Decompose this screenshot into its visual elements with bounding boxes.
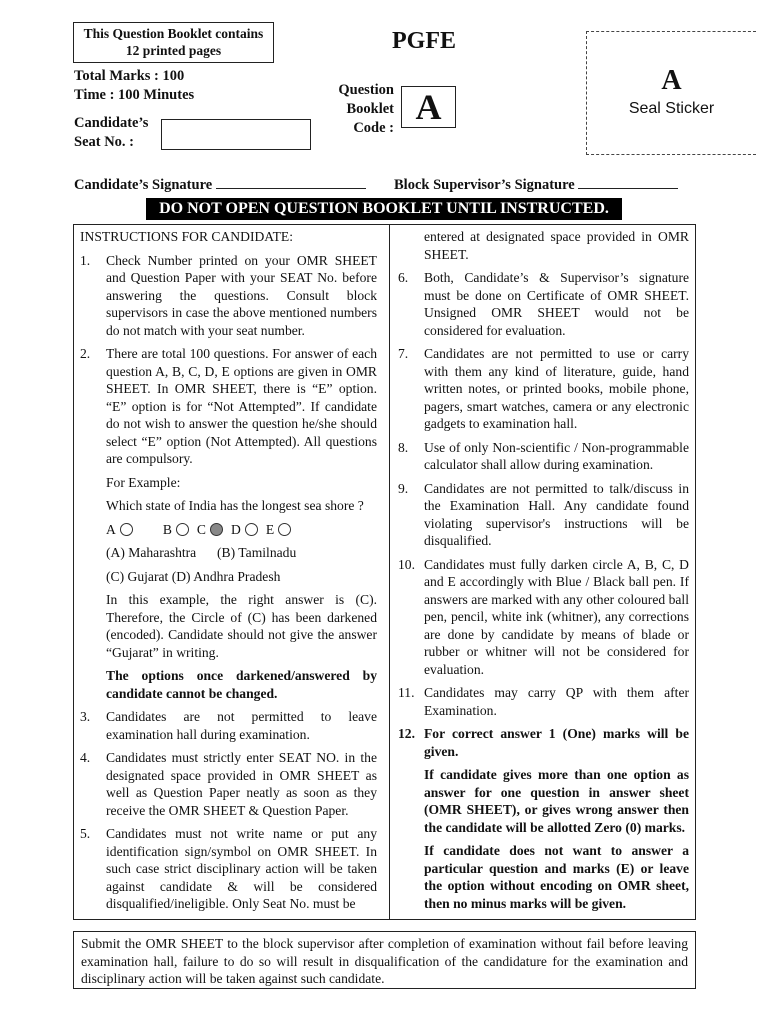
seat-label-line2: Seat No. : bbox=[74, 134, 135, 150]
candidate-signature-row bbox=[74, 177, 366, 194]
answer-row-1 bbox=[106, 544, 377, 562]
empty-circle-icon bbox=[278, 523, 291, 536]
example-answer-circles bbox=[106, 521, 377, 539]
example-question: Which state of India has the longest sea shore ? bbox=[106, 498, 364, 513]
filled-circle-icon bbox=[210, 523, 223, 536]
option-d bbox=[231, 521, 258, 539]
item-number: 9. bbox=[398, 480, 409, 496]
item-number: 6. bbox=[398, 270, 409, 285]
item-body bbox=[106, 345, 377, 702]
item-body bbox=[424, 725, 689, 912]
item-number: 7. bbox=[398, 346, 409, 361]
instruction-item-1 bbox=[80, 252, 377, 340]
exam-time: Time : 100 Minutes bbox=[74, 87, 195, 103]
supervisor-signature-row bbox=[394, 177, 678, 194]
item-number: 11. bbox=[398, 685, 415, 700]
instruction-item-5 bbox=[80, 825, 377, 913]
seal-letter: A bbox=[661, 65, 682, 96]
item-text: Both, Candidate’s & Supervisor’s signature must be done on Certificate of OMR SHEET. Unsigned OMR SHEET would not be considered for evaluation. bbox=[424, 270, 689, 338]
item-number: 4. bbox=[80, 750, 91, 765]
option-label: A bbox=[106, 521, 116, 537]
booklet-contains-line2: 12 printed pages bbox=[125, 43, 222, 58]
example-explanation: In this example, the right answer is (C). Therefore, the Circle of (C) has been darkened (encoded). Candidate should not give the answer “Gujarat” in writing. bbox=[106, 592, 377, 660]
item-text: Use of only Non-scientific / Non-programmable calculator shall allow during examination. bbox=[424, 439, 689, 472]
booklet-code-line3: Code : bbox=[353, 120, 394, 136]
item-text-para3: If candidate does not want to answer a particular question and marks (E) or leave the option without encoding on OMR sheet, then no minus marks will be given. bbox=[424, 843, 689, 911]
item-5-continuation: entered at designated space provided in OMR SHEET. bbox=[424, 229, 689, 262]
supervisor-signature-line[interactable] bbox=[578, 188, 678, 189]
item-number: 3. bbox=[80, 709, 91, 724]
item-text: For correct answer 1 (One) marks will be given. bbox=[424, 726, 689, 759]
booklet-pages-box bbox=[73, 22, 274, 63]
option-a bbox=[106, 521, 133, 539]
option-label: C bbox=[196, 521, 206, 537]
booklet-contains-line1: This Question Booklet contains bbox=[83, 26, 264, 41]
item-number: 10. bbox=[398, 556, 415, 572]
instruction-item-9 bbox=[398, 480, 689, 550]
item-number: 2. bbox=[80, 346, 91, 361]
item-text: Candidates must strictly enter SEAT NO. in the designated space provided in OMR SHEET as well as Question Paper neatly as soon as they receive the OMR SHEET & Question Paper. bbox=[106, 750, 377, 818]
answer-row-2 bbox=[106, 568, 377, 586]
seal-sticker-text: Seal Sticker bbox=[628, 100, 715, 117]
item-text: Candidates may carry QP with them after Examination. bbox=[424, 685, 689, 718]
empty-circle-icon bbox=[120, 523, 133, 536]
answer-b: (B) Tamilnadu bbox=[217, 545, 297, 560]
instruction-item-2 bbox=[80, 345, 377, 702]
column-divider bbox=[389, 224, 390, 920]
instruction-item-7 bbox=[398, 345, 689, 433]
submission-notice: Submit the OMR SHEET to the block supervisor after completion of examination without fail before leaving examination hall, failure to do so will result in disqualification of the candidature for the examination and disciplinary action will be taken against such candidate. bbox=[73, 931, 696, 989]
instruction-item-11 bbox=[398, 684, 689, 719]
option-b bbox=[163, 521, 189, 539]
item-text-para2: If candidate gives more than one option as answer for one question in answer sheet (OMR SHEET), or gives wrong answer then the candidate will be allotted Zero (0) marks. bbox=[424, 767, 689, 835]
option-label: B bbox=[162, 521, 172, 537]
instruction-item-3 bbox=[80, 708, 377, 743]
option-label: D bbox=[230, 521, 241, 537]
seat-number-field[interactable] bbox=[161, 119, 311, 150]
seat-label-line1: Candidate’s bbox=[74, 115, 149, 131]
instruction-item-8 bbox=[398, 439, 689, 474]
marks-time-block bbox=[74, 67, 194, 105]
seat-number-label bbox=[74, 114, 148, 152]
item-text: Candidates are not permitted to talk/discuss in the Examination Hall. Any candidate found violating supervisor's instructions will be disqualified. bbox=[424, 480, 689, 548]
booklet-code-label bbox=[327, 81, 394, 138]
answer-c: (C) Gujarat bbox=[106, 568, 169, 584]
warning-banner: DO NOT OPEN QUESTION BOOKLET UNTIL INSTRUCTED. bbox=[146, 198, 622, 220]
item-text: There are total 100 questions. For answer of each question A, B, C, D, E options are given in OMR SHEET. In OMR SHEET, there is “E” option. “E” option is for “Not Attempted”. If candidate do not wish to answer the question he/she should select “E” option (Not Attempted). All questions are compulsory. bbox=[106, 346, 377, 466]
item-number: 8. bbox=[398, 439, 409, 455]
instructions-heading: INSTRUCTIONS FOR CANDIDATE: bbox=[80, 229, 293, 244]
item-number: 1. bbox=[80, 252, 91, 268]
item-text: Candidates must fully darken circle A, B, C, D and E accordingly with Blue / Black ball pen. If answers are marked with any other coloured ball pen, pencil, white ink (whitner), any corrections are done by candidate by means of blade or rubber or whitner will not be considered for evaluation. bbox=[424, 556, 689, 677]
booklet-code-line2: Booklet bbox=[346, 101, 394, 117]
booklet-code-value: A bbox=[401, 86, 456, 128]
item-text: Candidates are not permitted to leave examination hall during examination. bbox=[106, 709, 377, 742]
item-text: Candidates must not write name or put any identification sign/symbol on OMR SHEET. In such case strict disciplinary action will be taken against candidate & will be considered disqualified/ineligible. Only Seat No. must be bbox=[106, 826, 377, 911]
example-note: The options once darkened/answered by candidate cannot be changed. bbox=[106, 668, 377, 701]
candidate-signature-line[interactable] bbox=[216, 188, 366, 189]
answer-d: (D) Andhra Pradesh bbox=[171, 568, 281, 584]
candidate-signature-label: Candidate’s Signature bbox=[74, 177, 213, 193]
subject-code: PGFE bbox=[392, 28, 456, 54]
example-label: For Example: bbox=[106, 474, 181, 490]
instruction-item-12 bbox=[398, 725, 689, 912]
instruction-item-6 bbox=[398, 269, 689, 339]
answer-a: (A) Maharashtra bbox=[106, 545, 197, 560]
instruction-item-4 bbox=[80, 749, 377, 819]
item-text: Check Number printed on your OMR SHEET and Question Paper with your SEAT No. before answering the questions. Consult block supervisors in case the above mentioned numbers do not match with your seat number. bbox=[106, 252, 377, 338]
supervisor-signature-label: Block Supervisor’s Signature bbox=[394, 177, 575, 193]
booklet-code-line1: Question bbox=[338, 82, 394, 98]
instructions-right-column bbox=[398, 228, 689, 918]
total-marks: Total Marks : 100 bbox=[74, 68, 185, 84]
empty-circle-icon bbox=[245, 523, 258, 536]
option-c bbox=[197, 521, 223, 539]
instruction-item-10 bbox=[398, 556, 689, 679]
item-text: Candidates are not permitted to use or carry with them any kind of literature, guide, hand written notes, or printed books, mobile phone, pagers, smart watches, camera or any electronic gadgets to examination hall. bbox=[424, 346, 689, 431]
seal-sticker-area bbox=[586, 31, 756, 155]
empty-circle-icon bbox=[176, 523, 189, 536]
item-number: 5. bbox=[80, 826, 91, 841]
option-e bbox=[266, 521, 291, 539]
item-number: 12. bbox=[398, 726, 415, 741]
option-label: E bbox=[265, 521, 275, 537]
instructions-left-column bbox=[80, 228, 377, 919]
